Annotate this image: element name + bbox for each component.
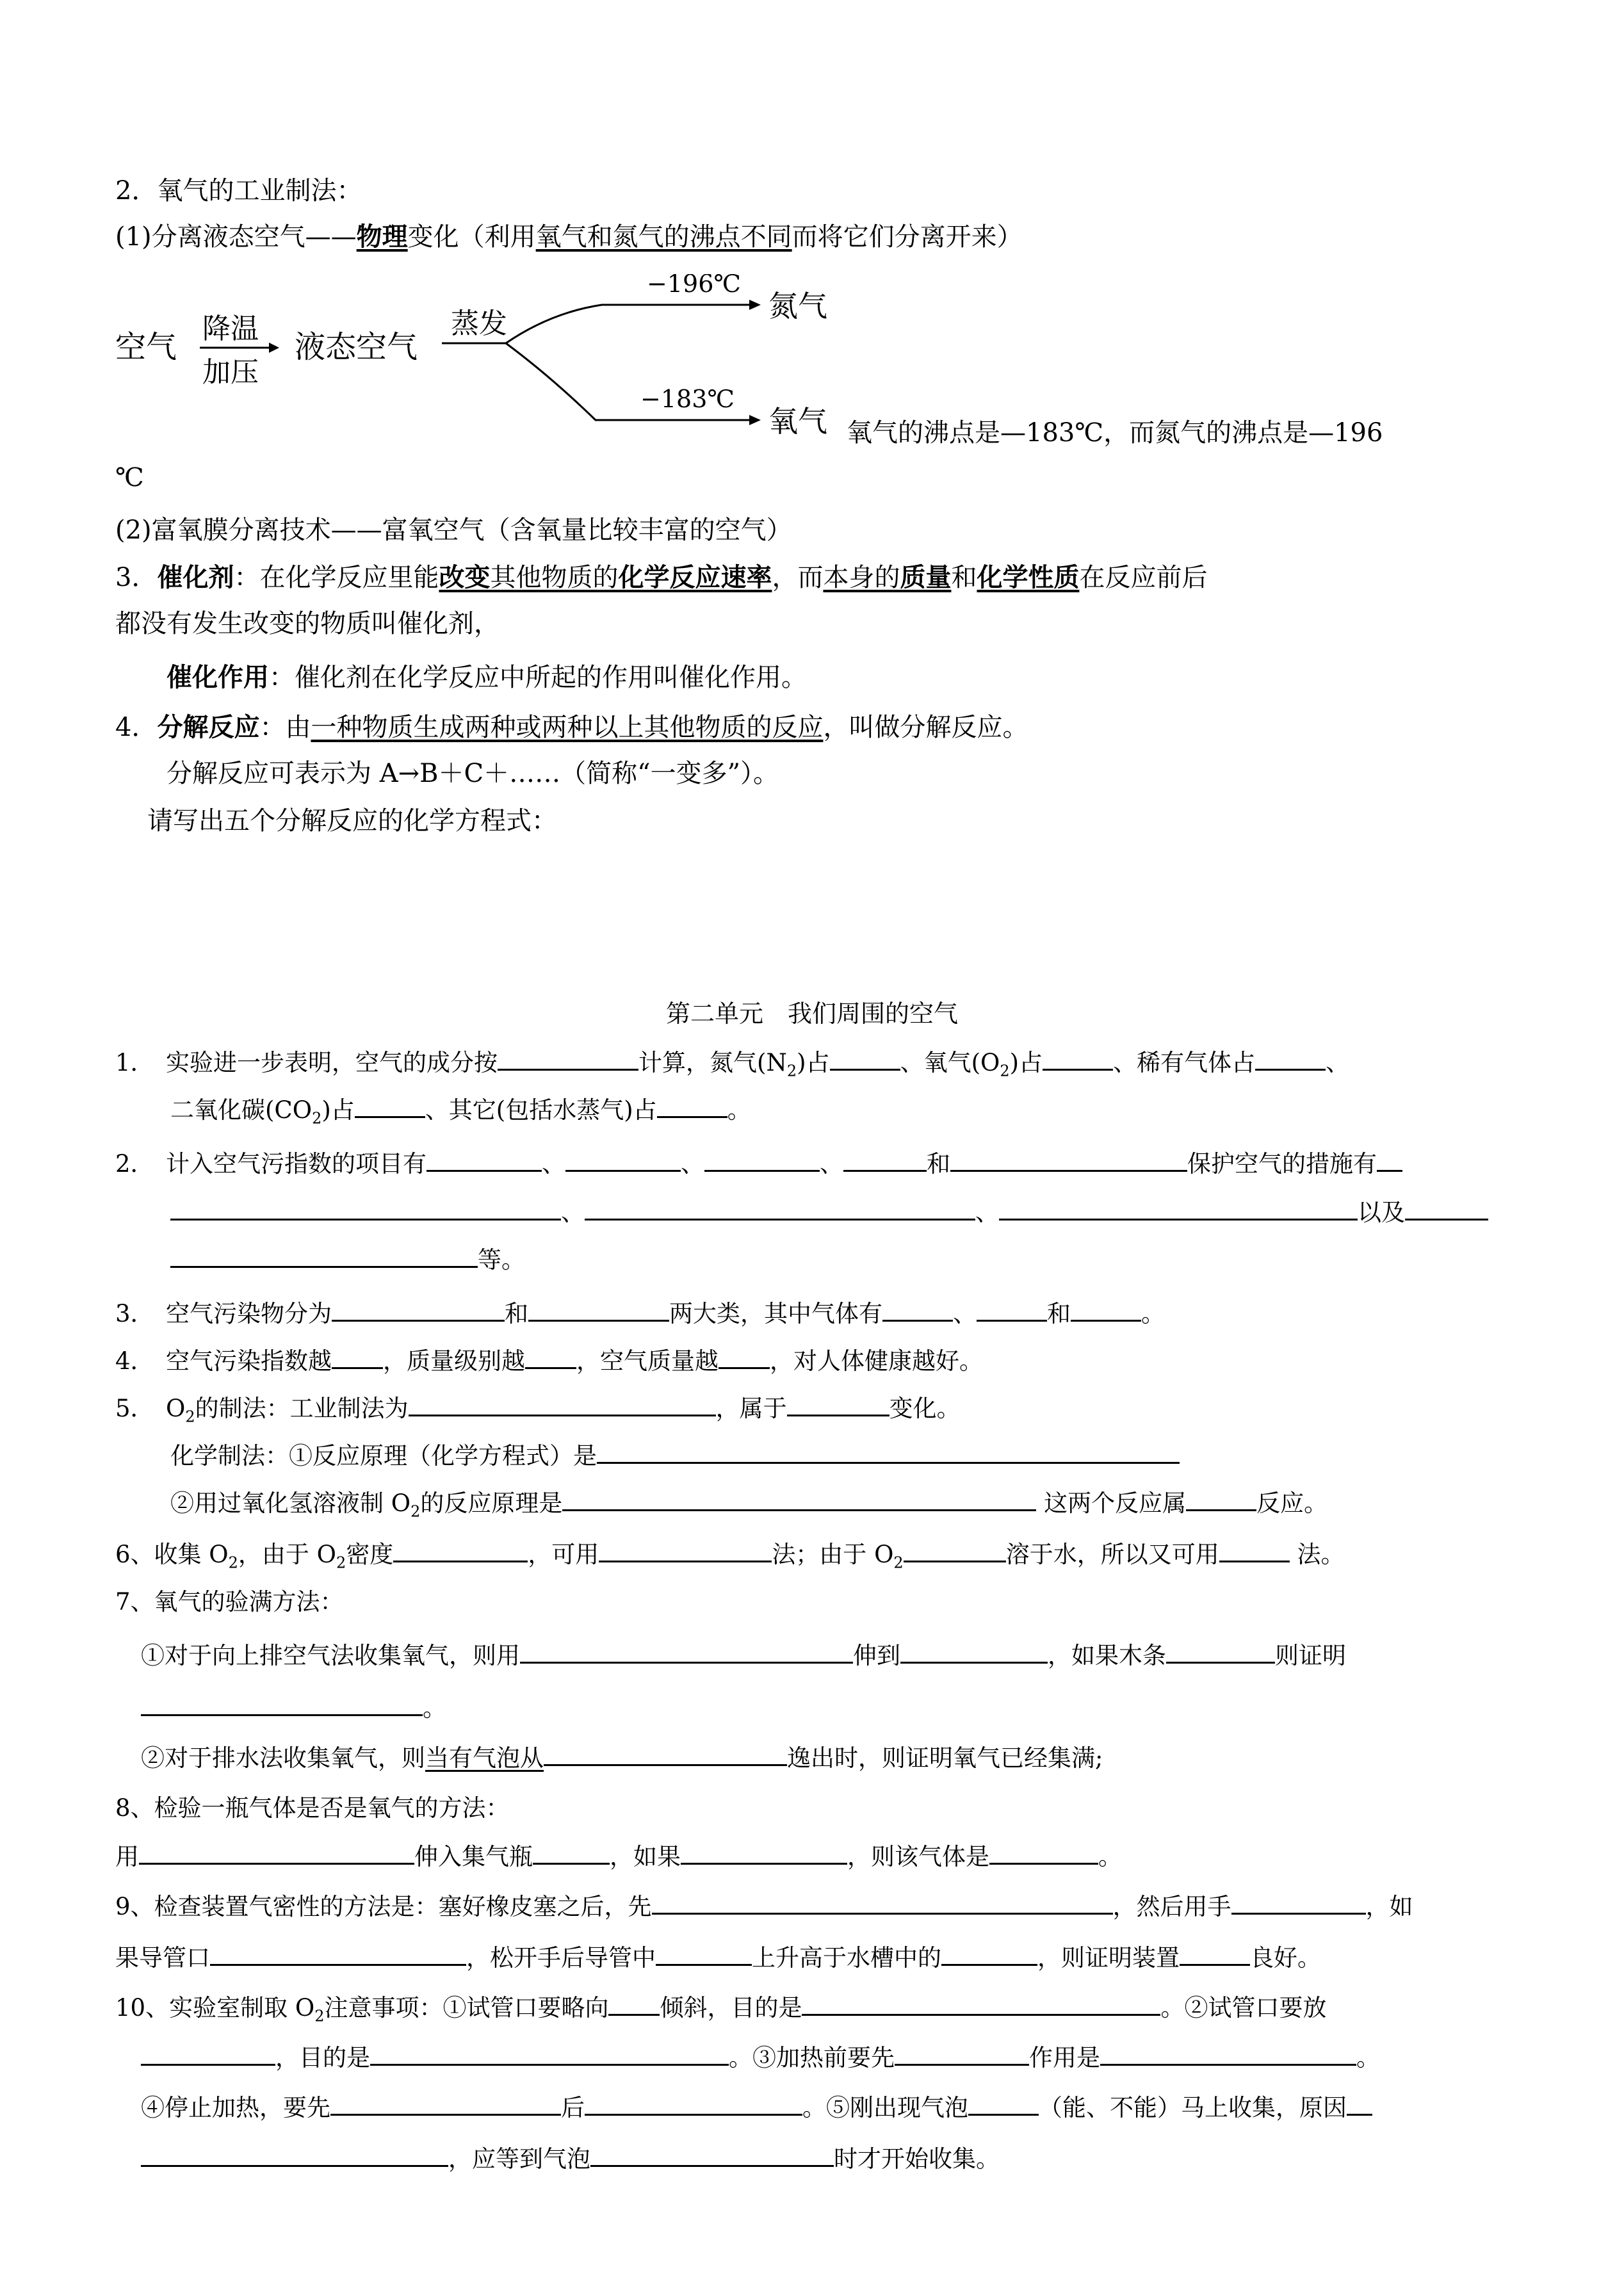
blank-input[interactable] <box>656 1941 752 1966</box>
blank-input[interactable] <box>1071 1297 1141 1322</box>
blank-input[interactable] <box>520 1639 853 1664</box>
diagram-cool: 降温 <box>202 312 259 345</box>
blank-input[interactable] <box>590 2142 834 2167</box>
q2-line1 <box>115 1146 1524 1182</box>
blank-input[interactable] <box>170 1196 561 1220</box>
text: ，而 <box>772 563 824 592</box>
line-decomposition <box>115 710 1524 745</box>
text: ，如 <box>1365 1893 1413 1920</box>
text: 。②试管口要放 <box>1160 1994 1327 2022</box>
text: 1． 实验进一步表明，空气的成分按 <box>115 1049 498 1076</box>
text: 密度 <box>346 1541 394 1568</box>
blank-input[interactable] <box>787 1391 889 1416</box>
q1-line2 <box>170 1092 1579 1136</box>
blank-input[interactable] <box>141 2041 275 2066</box>
keyword-chemical-property: 化学性质 <box>977 562 1080 592</box>
sub: 2 <box>312 1109 322 1128</box>
diagram-o2: 氧气 <box>768 404 827 439</box>
blank-input[interactable] <box>533 1840 610 1865</box>
text: 果导管口 <box>115 1944 210 1972</box>
blank-input[interactable] <box>1377 1147 1402 1172</box>
blank-input[interactable] <box>1255 1046 1326 1071</box>
blank-input[interactable] <box>1180 1941 1250 1966</box>
blank-input[interactable] <box>562 1486 1036 1511</box>
q2-line2 <box>170 1195 1579 1231</box>
blank-input[interactable] <box>210 1941 466 1966</box>
blank-input[interactable] <box>882 1297 953 1322</box>
q7-line3 <box>141 1740 1550 1776</box>
text: 。⑤刚出现气泡 <box>802 2094 968 2121</box>
text: ①对于向上排空气法收集氧气，则用 <box>141 1642 520 1669</box>
text: 上升高于水槽中的 <box>752 1944 941 1972</box>
q5-line2 <box>170 1438 1579 1474</box>
text: 。 <box>727 1096 751 1124</box>
text: 。 <box>423 1694 446 1722</box>
text: 其他物质的 <box>490 563 619 592</box>
blank-input[interactable] <box>599 1537 772 1562</box>
blank-input[interactable] <box>525 1344 576 1369</box>
blank-input[interactable] <box>355 1093 425 1118</box>
line-catalyst-cont: 都没有发生改变的物质叫催化剂， <box>115 609 499 638</box>
text: (1)分离液态空气—— <box>115 222 357 252</box>
q8-line <box>115 1839 1524 1875</box>
text: ，目的是 <box>275 2044 370 2072</box>
text: 6、收集 O <box>115 1541 229 1568</box>
blank-input[interactable] <box>657 1093 727 1118</box>
blank-input[interactable] <box>1100 2041 1356 2066</box>
line-separate-liquid-air <box>115 219 1524 255</box>
blank-input[interactable] <box>1405 1196 1488 1220</box>
q7-title: 7、氧气的验满方法： <box>115 1588 344 1616</box>
blank-input[interactable] <box>528 1297 669 1322</box>
text: ，应等到气泡 <box>448 2145 590 2173</box>
keyword-mass: 质量 <box>900 562 952 592</box>
text: ：催化剂在化学反应中所起的作用叫催化作用。 <box>269 663 807 692</box>
text: ，如果 <box>610 1843 681 1870</box>
blank-input[interactable] <box>950 1147 1187 1172</box>
text: 保护空气的措施有 <box>1187 1150 1377 1178</box>
text: )占 <box>1009 1049 1043 1076</box>
text: 化学制法：①反应原理（化学方程式）是 <box>170 1442 597 1470</box>
text: （能、不能）马上收集，原因 <box>1039 2094 1347 2121</box>
text: 等。 <box>478 1246 525 1274</box>
blank-input[interactable] <box>393 1537 528 1562</box>
q5-line3 <box>170 1486 1579 1529</box>
text: 伸入集气瓶 <box>414 1843 533 1870</box>
text: 。 <box>1141 1300 1165 1327</box>
heading-industrial-oxygen: 2．氧气的工业制法： <box>115 176 362 206</box>
text: 溶于水，所以又可用 <box>1005 1541 1219 1568</box>
line-decomposition-formula: 分解反应可表示为 A→B＋C＋……（简称“一变多”）。 <box>166 759 779 788</box>
q10-line4 <box>141 2141 1550 2177</box>
line-write-equations: 请写出五个分解反应的化学方程式： <box>147 806 557 836</box>
blank-input[interactable] <box>498 1046 638 1071</box>
arrow-head-icon <box>269 343 279 353</box>
blank-input[interactable] <box>585 1196 975 1220</box>
text: 法。 <box>1297 1541 1345 1568</box>
text: 、 <box>561 1199 585 1226</box>
blank-input[interactable] <box>1043 1046 1113 1071</box>
text: ，可用 <box>528 1541 599 1568</box>
text: 、 <box>953 1300 977 1327</box>
diagram-liquid-air: 液态空气 <box>295 329 418 365</box>
diagram-branch-n2 <box>506 305 749 343</box>
q7-line2 <box>141 1691 1550 1726</box>
line-oxygen-membrane: (2)富氧膜分离技术——富氧空气（含氧量比较丰富的空气） <box>115 515 792 545</box>
sub: 2 <box>893 1553 904 1572</box>
q10-line1 <box>115 1990 1524 2034</box>
blank-input[interactable] <box>900 1639 1048 1664</box>
text: 的反应原理是 <box>420 1489 563 1517</box>
text: 用 <box>115 1843 139 1870</box>
blank-input[interactable] <box>1231 1890 1366 1915</box>
text: 反应。 <box>1256 1489 1328 1517</box>
q1-line1 <box>115 1045 1524 1089</box>
text: 4． 空气污染指数越 <box>115 1347 332 1375</box>
blank-input[interactable] <box>904 1537 1006 1562</box>
blank-input[interactable] <box>895 2041 1029 2066</box>
blank-input[interactable] <box>141 1691 423 1716</box>
text: ，属于 <box>715 1395 787 1422</box>
text: 法；由于 O <box>772 1541 894 1568</box>
blank-input[interactable] <box>843 1147 927 1172</box>
blank-input[interactable] <box>330 2091 561 2116</box>
text: 和 <box>927 1150 951 1178</box>
text: )占 <box>797 1049 830 1076</box>
blank-input[interactable] <box>370 2041 729 2066</box>
keyword-catalyst: 催化剂 <box>157 562 234 592</box>
text: ②用过氧化氢溶液制 O <box>170 1489 411 1517</box>
diagram-press: 加压 <box>202 356 259 389</box>
blank-input[interactable] <box>426 1147 542 1172</box>
text: 9、检查装置气密性的方法是：塞好橡皮塞之后，先 <box>115 1893 652 1920</box>
text: 二氧化碳(CO <box>170 1096 313 1124</box>
text: 则证明 <box>1275 1642 1346 1669</box>
text: 、 <box>820 1150 844 1178</box>
blank-input[interactable] <box>968 2091 1039 2116</box>
text: 以及 <box>1358 1199 1405 1226</box>
text: 变化。 <box>889 1395 961 1422</box>
diagram-temp-n2: −196℃ <box>647 274 741 298</box>
sub: 2 <box>786 1062 797 1080</box>
blank-input[interactable] <box>830 1046 900 1071</box>
text: 后 <box>561 2094 585 2121</box>
blank-input[interactable] <box>989 1840 1098 1865</box>
text: 4． <box>115 713 158 742</box>
blank-input[interactable] <box>802 1991 1160 2016</box>
blank-input[interactable] <box>1219 1537 1290 1562</box>
blank-input[interactable] <box>681 1840 847 1865</box>
text: 和 <box>505 1300 529 1327</box>
text: 作用是 <box>1029 2044 1100 2072</box>
sub: 2 <box>185 1407 195 1426</box>
blank-input[interactable] <box>585 2091 802 2116</box>
q10-line3 <box>141 2090 1550 2126</box>
text: 良好。 <box>1250 1944 1321 1972</box>
q9-line2 <box>115 1940 1524 1976</box>
blank-input[interactable] <box>565 1147 681 1172</box>
text: 、 <box>975 1199 999 1226</box>
text: 在反应前后 <box>1079 563 1208 592</box>
keyword-reaction-rate: 化学反应速率 <box>618 562 772 592</box>
blank-input[interactable] <box>704 1147 820 1172</box>
keyword-catalysis: 催化作用 <box>166 662 269 692</box>
q3 <box>115 1296 1524 1332</box>
text: 逸出时，则证明氧气已经集满; <box>787 1744 1103 1772</box>
q5-line1 <box>115 1391 1524 1434</box>
text: ④停止加热，要先 <box>141 2094 330 2121</box>
blank-input[interactable] <box>977 1297 1047 1322</box>
q7-line1 <box>141 1638 1550 1674</box>
line-celsius: ℃ <box>115 463 144 492</box>
text: ，叫做分解反应。 <box>823 713 1028 742</box>
line-catalysis <box>166 660 1575 695</box>
blank-input[interactable] <box>652 1890 1113 1915</box>
unit-title: 第二单元 我们周围的空气 <box>665 1000 958 1028</box>
keyword-change: 改变 <box>439 562 491 592</box>
keyword-decomposition: 分解反应 <box>157 712 260 742</box>
text: 。③加热前要先 <box>729 2044 895 2072</box>
text: 、 <box>542 1150 566 1178</box>
q6 <box>115 1537 1524 1580</box>
blank-input[interactable] <box>719 1344 770 1369</box>
text: 5． O <box>115 1395 186 1422</box>
blank-input[interactable] <box>332 1344 383 1369</box>
blank-input[interactable] <box>1347 2091 1372 2116</box>
blank-input[interactable] <box>597 1439 1180 1464</box>
text: )占 <box>321 1096 355 1124</box>
text: 。 <box>1098 1843 1122 1870</box>
text: ，对人体健康越好。 <box>770 1347 984 1375</box>
text: 伸到 <box>853 1642 900 1669</box>
blank-input[interactable] <box>544 1741 787 1766</box>
text: 、稀有气体占 <box>1113 1049 1256 1076</box>
blank-input[interactable] <box>332 1297 505 1322</box>
text: 和 <box>951 563 977 592</box>
text: 、 <box>681 1150 705 1178</box>
text: 两大类，其中气体有 <box>669 1300 883 1327</box>
text: 当有气泡从 <box>425 1744 544 1772</box>
blank-input[interactable] <box>1186 1486 1256 1511</box>
sub: 2 <box>410 1502 421 1521</box>
text: ，则该气体是 <box>847 1843 989 1870</box>
text: ，空气质量越 <box>576 1347 719 1375</box>
text: ：由 <box>259 713 311 742</box>
text: ，如果木条 <box>1048 1642 1166 1669</box>
text: ，然后用手 <box>1112 1893 1231 1920</box>
text: 2． 计入空气污指数的项目有 <box>115 1150 427 1178</box>
text: ②对于排水法收集氧气，则 <box>141 1744 425 1772</box>
keyword-boiling-point: 氧气和氮气的沸点不同 <box>535 222 792 252</box>
blank-input[interactable] <box>999 1196 1358 1220</box>
text: 计算，氮气(N <box>638 1049 787 1076</box>
keyword-definition: 一种物质生成两种或两种以上其他物质的反应 <box>311 713 824 742</box>
text: ，松开手后导管中 <box>466 1944 656 1972</box>
blank-input[interactable] <box>941 1941 1037 1966</box>
air-separation-diagram <box>115 274 845 441</box>
text: 而将它们分离开来） <box>792 222 1023 252</box>
text: 这两个反应属 <box>1044 1489 1187 1517</box>
text: 、 <box>1326 1049 1350 1076</box>
q10-line2 <box>141 2040 1550 2076</box>
q9-line1 <box>115 1889 1524 1925</box>
diagram-evaporate: 蒸发 <box>451 307 507 340</box>
keyword-physical: 物理 <box>356 222 408 252</box>
q4 <box>115 1343 1524 1379</box>
q2-line3 <box>170 1242 1579 1278</box>
blank-input[interactable] <box>139 1840 414 1865</box>
text: 变化（利用 <box>407 222 536 252</box>
sub: 2 <box>228 1553 238 1572</box>
text: 10、实验室制取 O <box>115 1994 315 2022</box>
text: 本身的 <box>823 563 900 592</box>
sub: 2 <box>336 1553 346 1572</box>
text: 、氧气(O <box>900 1049 1000 1076</box>
text: ，则证明装置 <box>1037 1944 1180 1972</box>
blank-input[interactable] <box>409 1391 716 1416</box>
sub: 2 <box>1000 1062 1010 1080</box>
blank-input[interactable] <box>170 1243 478 1268</box>
q8-title: 8、检验一瓶气体是否是氧气的方法： <box>115 1794 510 1822</box>
blank-input[interactable] <box>608 1991 660 2016</box>
text: 。 <box>1356 2044 1380 2072</box>
text: 时才开始收集。 <box>834 2145 1000 2173</box>
line-boiling-points: 氧气的沸点是—183℃，而氮气的沸点是—196 <box>847 418 1383 448</box>
text: ，质量级别越 <box>383 1347 526 1375</box>
blank-input[interactable] <box>1166 1639 1275 1664</box>
text: 、其它(包括水蒸气)占 <box>425 1096 657 1124</box>
text: 倾斜，目的是 <box>660 1994 802 2022</box>
arrow-head-icon <box>749 415 761 425</box>
text: 的制法：工业制法为 <box>195 1395 409 1422</box>
line-catalyst <box>115 560 1524 596</box>
text: ：在化学反应里能 <box>234 563 439 592</box>
diagram-temp-o2: −183℃ <box>640 385 735 413</box>
text: ，由于 O <box>238 1541 337 1568</box>
blank-input[interactable] <box>141 2142 448 2167</box>
text: 3． 空气污染物分为 <box>115 1300 332 1327</box>
diagram-n2: 氮气 <box>768 289 827 323</box>
text: 和 <box>1047 1300 1071 1327</box>
sub: 2 <box>314 2007 325 2025</box>
arrow-head-icon <box>749 300 761 310</box>
text: 3． <box>115 563 158 592</box>
text: 注意事项：①试管口要略向 <box>324 1994 609 2022</box>
diagram-air: 空气 <box>115 329 177 365</box>
